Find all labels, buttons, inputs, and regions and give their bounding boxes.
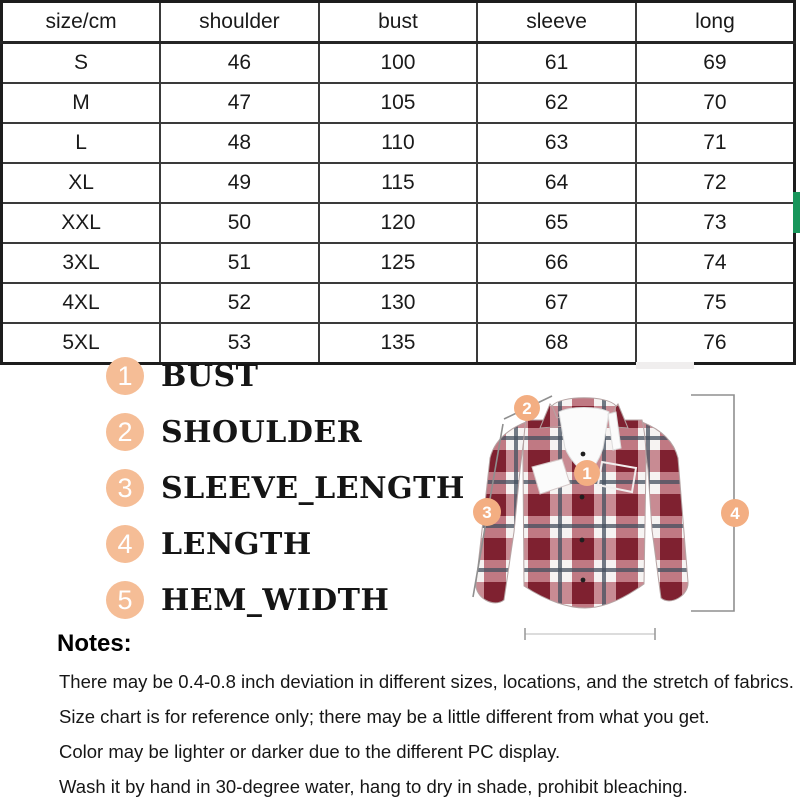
size-label-cell: L <box>2 123 161 163</box>
marker-1 <box>574 460 600 486</box>
table-row <box>2 123 795 163</box>
legend-number-badge: 5 <box>106 581 144 619</box>
legend-label: BUST <box>161 358 259 394</box>
measurement-cell: 46 <box>160 43 319 84</box>
button <box>581 578 586 583</box>
selection-border-artifact <box>793 192 800 233</box>
note-line: Wash it by hand in 30-degree water, hang to dry in shade, prohibit bleaching. <box>59 776 688 797</box>
table-row <box>2 283 795 323</box>
measurement-cell: 130 <box>319 283 478 323</box>
hanger-hint <box>636 362 694 369</box>
measurement-cell: 65 <box>477 203 636 243</box>
legend-item-length <box>106 525 465 563</box>
legend-label: HEM_WIDTH <box>161 582 390 618</box>
column-header: sleeve <box>477 2 636 43</box>
svg-text:3: 3 <box>482 503 492 522</box>
note-line: Color may be lighter or darker due to the different PC display. <box>59 741 561 762</box>
note-line: There may be 0.4-0.8 inch deviation in different sizes, locations, and the stretch of fabrics. <box>59 671 794 692</box>
marker-2 <box>514 395 540 421</box>
notes-lines <box>57 671 797 798</box>
shirt-measurement-figure <box>440 362 760 654</box>
size-label-cell: M <box>2 83 161 123</box>
right-sleeve <box>642 422 688 601</box>
measurement-cell: 64 <box>477 163 636 203</box>
measurement-cell: 66 <box>477 243 636 283</box>
measurement-cell: 71 <box>636 123 795 163</box>
svg-text:2: 2 <box>522 399 532 418</box>
measurement-cell: 100 <box>319 43 478 84</box>
measurement-cell: 75 <box>636 283 795 323</box>
measurement-cell: 49 <box>160 163 319 203</box>
legend-item-bust <box>106 357 465 395</box>
size-table-body <box>2 43 795 364</box>
measurement-cell: 61 <box>477 43 636 84</box>
measurement-cell: 120 <box>319 203 478 243</box>
size-label-cell: XXL <box>2 203 161 243</box>
measurement-cell: 51 <box>160 243 319 283</box>
button <box>580 538 585 543</box>
measurement-legend <box>106 357 465 637</box>
measurement-cell: 135 <box>319 323 478 364</box>
legend-number-badge: 3 <box>106 469 144 507</box>
measurement-cell: 52 <box>160 283 319 323</box>
measurement-cell: 110 <box>319 123 478 163</box>
legend-number-badge: 1 <box>106 357 144 395</box>
measurement-cell: 73 <box>636 203 795 243</box>
legend-item-shoulder <box>106 413 465 451</box>
svg-text:4: 4 <box>730 504 740 523</box>
measurement-cell: 48 <box>160 123 319 163</box>
size-table-header-row <box>2 2 795 43</box>
measurement-cell: 47 <box>160 83 319 123</box>
measurement-cell: 76 <box>636 323 795 364</box>
button <box>581 452 586 457</box>
legend-label: SHOULDER <box>161 414 363 450</box>
column-header: size/cm <box>2 2 161 43</box>
measurement-cell: 67 <box>477 283 636 323</box>
notes-title: Notes: <box>57 630 132 657</box>
measurement-cell: 69 <box>636 43 795 84</box>
size-label-cell: S <box>2 43 161 84</box>
legend-label: SLEEVE_LENGTH <box>161 470 465 506</box>
svg-text:1: 1 <box>582 464 592 483</box>
measurement-cell: 63 <box>477 123 636 163</box>
measurement-cell: 68 <box>477 323 636 364</box>
measurement-cell: 105 <box>319 83 478 123</box>
legend-item-hem_width <box>106 581 465 619</box>
measurement-cell: 53 <box>160 323 319 364</box>
marker-4 <box>721 499 749 527</box>
measurement-cell: 125 <box>319 243 478 283</box>
button <box>580 495 585 500</box>
table-row <box>2 43 795 84</box>
legend-number-badge: 4 <box>106 525 144 563</box>
notes-section <box>57 630 797 798</box>
legend-item-sleeve_length <box>106 469 465 507</box>
table-row <box>2 243 795 283</box>
size-label-cell: 4XL <box>2 283 161 323</box>
note-line: Size chart is for reference only; there may be a little different from what you get. <box>59 706 710 727</box>
measurement-cell: 62 <box>477 83 636 123</box>
measurement-cell: 50 <box>160 203 319 243</box>
size-label-cell: 5XL <box>2 323 161 364</box>
measurement-cell: 74 <box>636 243 795 283</box>
marker-3 <box>473 498 501 526</box>
legend-number-badge: 2 <box>106 413 144 451</box>
table-row <box>2 163 795 203</box>
plaid-shirt-image <box>440 362 760 654</box>
column-header: bust <box>319 2 478 43</box>
table-row <box>2 203 795 243</box>
size-table <box>0 0 796 365</box>
measurement-cell: 115 <box>319 163 478 203</box>
size-label-cell: XL <box>2 163 161 203</box>
column-header: shoulder <box>160 2 319 43</box>
legend-label: LENGTH <box>161 526 312 562</box>
table-row <box>2 83 795 123</box>
measurement-cell: 70 <box>636 83 795 123</box>
size-label-cell: 3XL <box>2 243 161 283</box>
column-header: long <box>636 2 795 43</box>
measurement-cell: 72 <box>636 163 795 203</box>
